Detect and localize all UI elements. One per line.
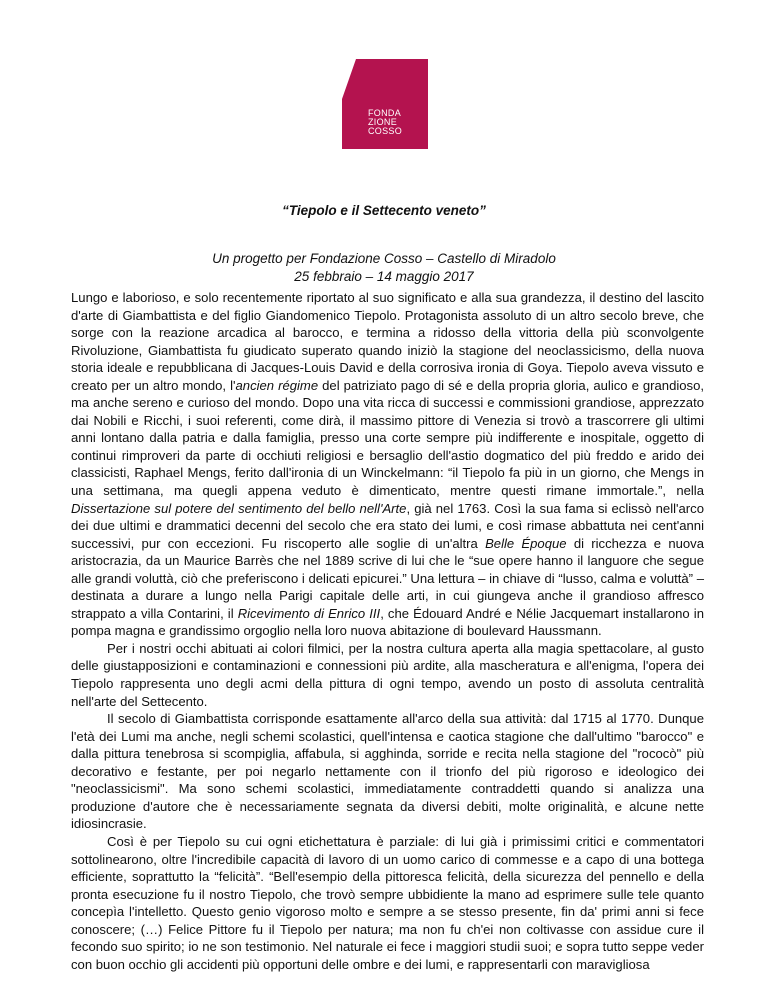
subtitle-dates: 25 febbraio – 14 maggio 2017 (294, 269, 474, 284)
logo-line-2: ZIONE (368, 117, 398, 127)
paragraph-1: Lungo e laborioso, e solo recentemente riportato al suo significato e alla sua grandezza, il destino del lascito d'arte di Giambattista e del figlio Giandomenico Tiepolo. Protagonista assoluto di un altro secolo breve, che sorge con la reazione arcadica al barocco, e termina a ridosso della vittoria della più sconvolgente Rivoluzione, Giambattista fu giudicato superato quando iniziò la stagione del neoclassicismo, della nuova storia ideale e repubblicana di Jacques-Louis David e della corrosiva ironia di Goya. Tiepolo aveva vissuto e creato per un altro mondo, l'ancien régime del patriziato pago di sé e della propria gloria, aulico e grandioso, ma anche sereno e curioso del mondo. Dopo una vita ricca di successi e commissioni grandiose, apprezzato dai Nobili e Ricchi, i suoi referenti, come dirà, il massimo pittore di Venezia si trovò a trascorrere gli ultimi anni lontano dalla patria e dalla famiglia, presso una corte sempre più indifferente e inospitale, oggetto di continui rimproveri da parte di occhiuti religiosi e bersaglio dell'astio dogmatico del più freddo e arido dei classicisti, Raphael Mengs, ferito dall'ironia di un Winckelmann: “il Tiepolo fa più in un giorno, che Mengs in una settimana, ma quegli appena veduto è dimenticato, mentre questi rimane immortale.”, nella Dissertazione sul potere del sentimento del bello nell'Arte, già nel 1763. Così la sua fama si eclissò nell'arco dei due ultimi e drammatici decenni del secolo che era stato dei lumi, e così rimase abbattuta nei cent'anni successivi, pur con eccezioni. Fu riscoperto alle soglie di un'altra Belle Époque di ricchezza e nuova aristocrazia, da un Maurice Barrès che nel 1889 scrive di lui che le “sue opere hanno il languore che segue alle grandi voluttà, ciò che preferiscono i delicati epicurei.” Una lettura – in chiave di “lusso, calma e voluttà” – destinata a durare a lungo nella Parigi capitale delle arti, in cui giungeva anche il grandioso affresco strappato a villa Contarini, il Ricevimento di Enrico III, che Édouard André e Nélie Jacquemart installarono in pompa magna e grandissimo orgoglio nella loro nuova abitazione di boulevard Haussmann. (71, 290, 705, 639)
logo-line-3: COSSO (368, 126, 403, 136)
paragraph-2: Per i nostri occhi abituati ai colori filmici, per la nostra cultura aperta alla magia spettacolare, al gusto delle giustapposizioni e contaminazioni e connessioni più ardite, alla mascheratura e all'enigma, l'opera dei Tiepolo rappresenta uno degli acmi della pittura di ogni tempo, avendo un posto di assoluta centralità nell'arte del Settecento. (71, 640, 704, 709)
paragraph-3: Il secolo di Giambattista corrisponde esattamente all'arco della sua attività: dal 1715 al 1770. Dunque l'età dei Lumi ma anche, negli schemi scolastici, quell'intensa e caotica stagione che dall'ultimo "barocco" e dalla pittura tenebrosa si scompiglia, affabula, si agghinda, sorride e recita nella stagione del "rococò" più decorativo e festante, per poi negarlo nettamente con il trionfo del più rigoroso e ideologico dei "neoclassicismi". Ma sono schemi scolastici, immediatamente contraddetti quando si analizza una produzione d'autore che è necessariamente segnata da diversi debiti, molte originalità, e alcune nette idiosincrasie. (71, 711, 704, 832)
logo-line-1: FONDA (368, 108, 401, 118)
subtitle-project: Un progetto per Fondazione Cosso – Castello di Miradolo (212, 251, 556, 266)
logo-text (368, 109, 402, 136)
paragraph-4: Così è per Tiepolo su cui ogni etichettatura è parziale: di lui già i primissimi critici e commentatori sottolinearono, oltre l'incredibile capacità di lavoro di un uomo carico di commesse e a capo di una bottega efficiente, soprattutto la “felicità”. “Bell'esempio della pittoresca felicità, della sicurezza del pennello e della pronta esecuzione fu il nostro Tiepolo, che trovò sempre ubbidiente la mano ad esprimere sulle tele quanto concepìa l'intelletto. Questo genio vigoroso molto e sempre a se stesso presente, fin da' primi anni si fece conoscere; (…) Felice Pittore fu il Tiepolo per natura; ma non fu ch'ei non coltivasse con assidue cure il fecondo suo spirito; io ne son testimonio. Nel naturale ei fece i maggiori studii suoi; e sopra tutto seppe veder con buon occhio gli accidenti più opportuni delle ombre e dei lumi, e rappresentarli con maravigliosa (71, 833, 704, 972)
italic-dissertazione: Dissertazione sul potere del sentimento del bello nell'Arte (71, 500, 407, 516)
document-subtitle (0, 250, 768, 286)
italic-belle-epoque: Belle Époque (485, 535, 567, 551)
fondazione-cosso-logo (342, 59, 428, 149)
document-title: “Tiepolo e il Settecento veneto” (282, 203, 486, 218)
italic-ancien-regime: ancien régime (235, 377, 319, 393)
italic-ricevimento: Ricevimento di Enrico III (237, 605, 381, 621)
document-body (71, 289, 704, 973)
